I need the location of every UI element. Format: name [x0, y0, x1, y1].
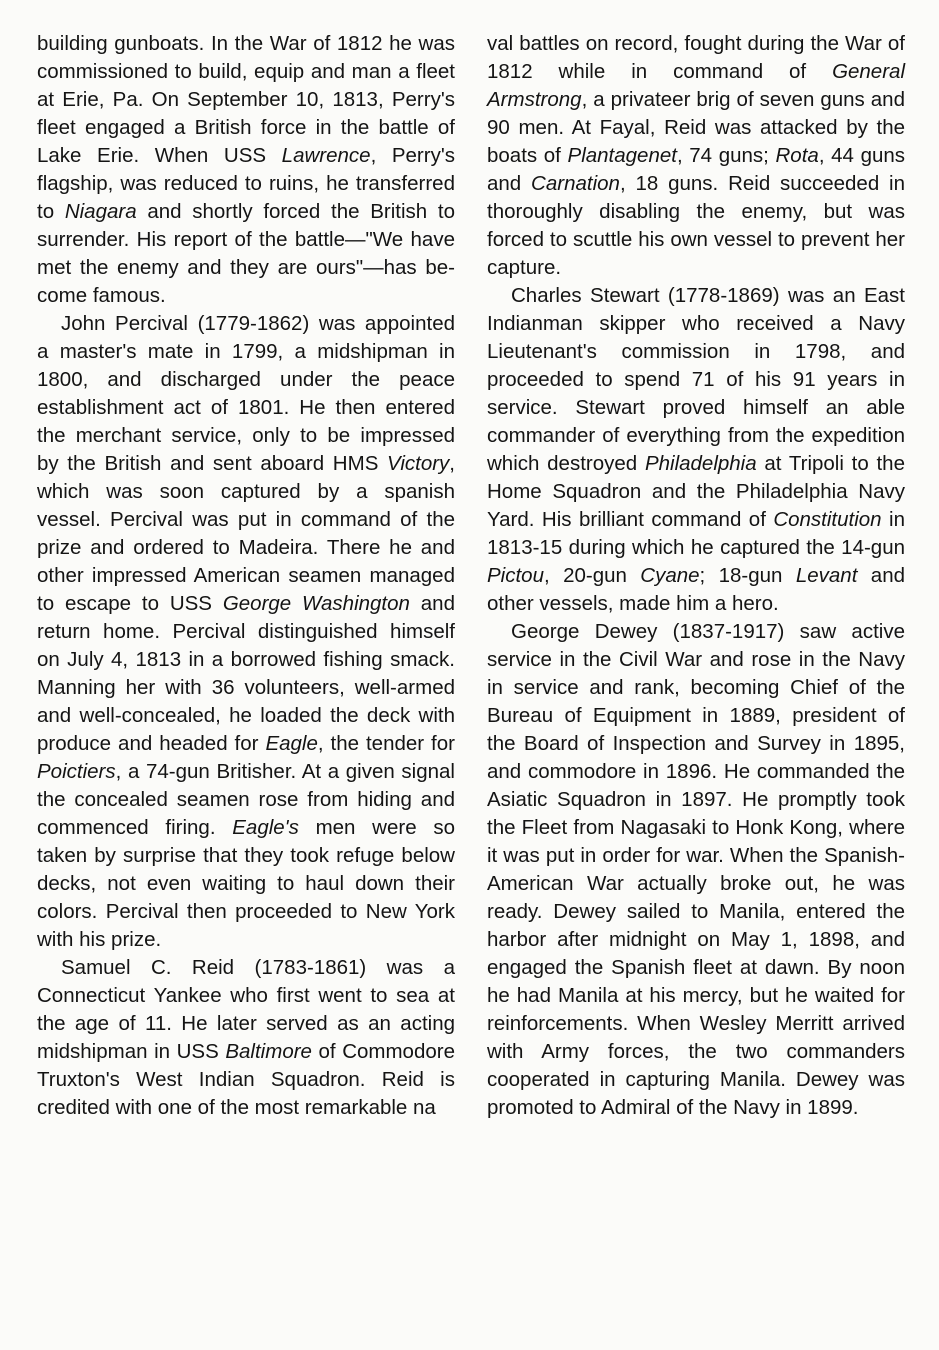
italic-text: Cyane [640, 564, 700, 587]
text-run: John Percival (1779-1862) was appointed a master's mate in 1799, a midshipman in 1800, and discharged under the peace establishment act of 1801. He then entered the merchant service, only to be impressed by the British and sent aboard HMS [37, 312, 455, 475]
text-run: of Commodore Truxton's West Indian Squadron. Reid is credited with one of the most remarkable na [37, 1040, 455, 1119]
text-column-right [487, 30, 905, 1122]
text-column-left [37, 30, 455, 1122]
text-run: , 44 guns and [487, 144, 906, 195]
text-run: val battles on record, fought during the War of 1812 while in command of [487, 32, 905, 83]
italic-text: Eagle's [232, 816, 299, 839]
italic-text: General Armstrong [487, 60, 905, 111]
italic-text: Plantagenet [567, 144, 677, 167]
paragraph [37, 954, 455, 1122]
paragraph [37, 30, 455, 310]
italic-text: Carnation [531, 172, 620, 195]
text-run: , Perry's flagship, was reduced to ruins, he transferred to [37, 144, 455, 223]
text-run: , a 74-gun Britisher. At a given signal the concealed seamen rose from hiding and commenced firing. [37, 760, 455, 839]
italic-text: Poictiers [37, 760, 116, 783]
italic-text: Lawrence [281, 144, 371, 167]
italic-text: Rota [775, 144, 819, 167]
text-run: and other vessels, made him a hero. [487, 564, 905, 615]
italic-text: Levant [795, 564, 858, 587]
italic-text: Philadelphia [644, 452, 757, 475]
text-run: , which was soon captured by a spanish vessel. Percival was put in command of the prize and ordered to Madeira. There he and other impressed American seamen managed to escape to USS [37, 452, 455, 615]
italic-text: Constitution [773, 508, 882, 531]
text-run: Samuel C. Reid (1783-1861) was a Connecticut Yankee who first went to sea at the age of 11. He later served as an acting midshipman in USS [37, 956, 455, 1063]
italic-text: Pictou [487, 564, 544, 587]
text-run: in 1813-15 during which he captured the 14-gun [487, 508, 905, 559]
text-run: at Tripoli to the Home Squadron and the Philadelphia Navy Yard. His brilliant command of [487, 452, 905, 531]
text-run: , 74 guns; [676, 144, 776, 167]
text-run: ; 18-gun [699, 564, 796, 587]
paragraph [487, 618, 905, 1122]
text-run: building gunboats. In the War of 1812 he was commissioned to build, equip and man a fleet at Erie, Pa. On September 10, 1813, Perry's fleet engaged a British force in the battle of Lake Erie. When USS [37, 32, 455, 167]
paragraph [37, 310, 455, 954]
text-run: and shortly forced the British to surrender. His report of the battle—"We have met the enemy and they are ours"—has become famous. [37, 200, 455, 307]
paragraph [487, 30, 905, 282]
text-run: Charles Stewart (1778-1869) was an East Indianman skipper who received a Navy Lieutenant's commission in 1798, and proceeded to spend 71 of his 91 years in service. Stewart proved himself an able commander of everything from the expedition which destroyed [487, 284, 905, 475]
text-run: George Dewey (1837-1917) saw active service in the Civil War and rose in the Navy in service and rank, becoming Chief of the Bureau of Equipment in 1889, president of the Board of Inspection and Survey in 1895, and commodore in 1896. He commanded the Asiatic Squadron in 1897. He promptly took the Fleet from Nagasaki to Honk Kong, where it was put in order for war. When the Spanish-American War actually broke out, he was ready. Dewey sailed to Manila, entered the harbor after midnight on May 1, 1898, and engaged the Spanish fleet at dawn. By noon he had Manila at his mercy, but he waited for reinforcements. When Wesley Merritt arrived with Army forces, the two commanders cooperated in capturing Manila. Dewey was promoted to Admiral of the Navy in 1899. [487, 620, 905, 1119]
text-run: men were so taken by surprise that they took refuge below decks, not even waiting to haul down their colors. Percival then proceeded to New York with his prize. [37, 816, 455, 951]
italic-text: George Washington [222, 592, 410, 615]
italic-text: Eagle [265, 732, 318, 755]
italic-text: Victory [387, 452, 450, 475]
text-run: and return home. Percival distinguished himself on July 4, 1813 in a borrowed fishing smack. Manning her with 36 volunteers, well-armed and well-concealed, he loaded the deck with produce and headed for [37, 592, 455, 755]
text-run: , the tender for [317, 732, 455, 755]
text-run: , 18 guns. Reid succeeded in thoroughly disabling the enemy, but was forced to scuttle his own vessel to prevent her capture. [487, 172, 905, 279]
text-run: , 20-gun [543, 564, 641, 587]
italic-text: Niagara [64, 200, 137, 223]
paragraph [487, 282, 905, 618]
italic-text: Baltimore [225, 1040, 312, 1063]
text-run: , a privateer brig of seven guns and 90 men. At Fayal, Reid was attacked by the boats of [487, 88, 905, 167]
